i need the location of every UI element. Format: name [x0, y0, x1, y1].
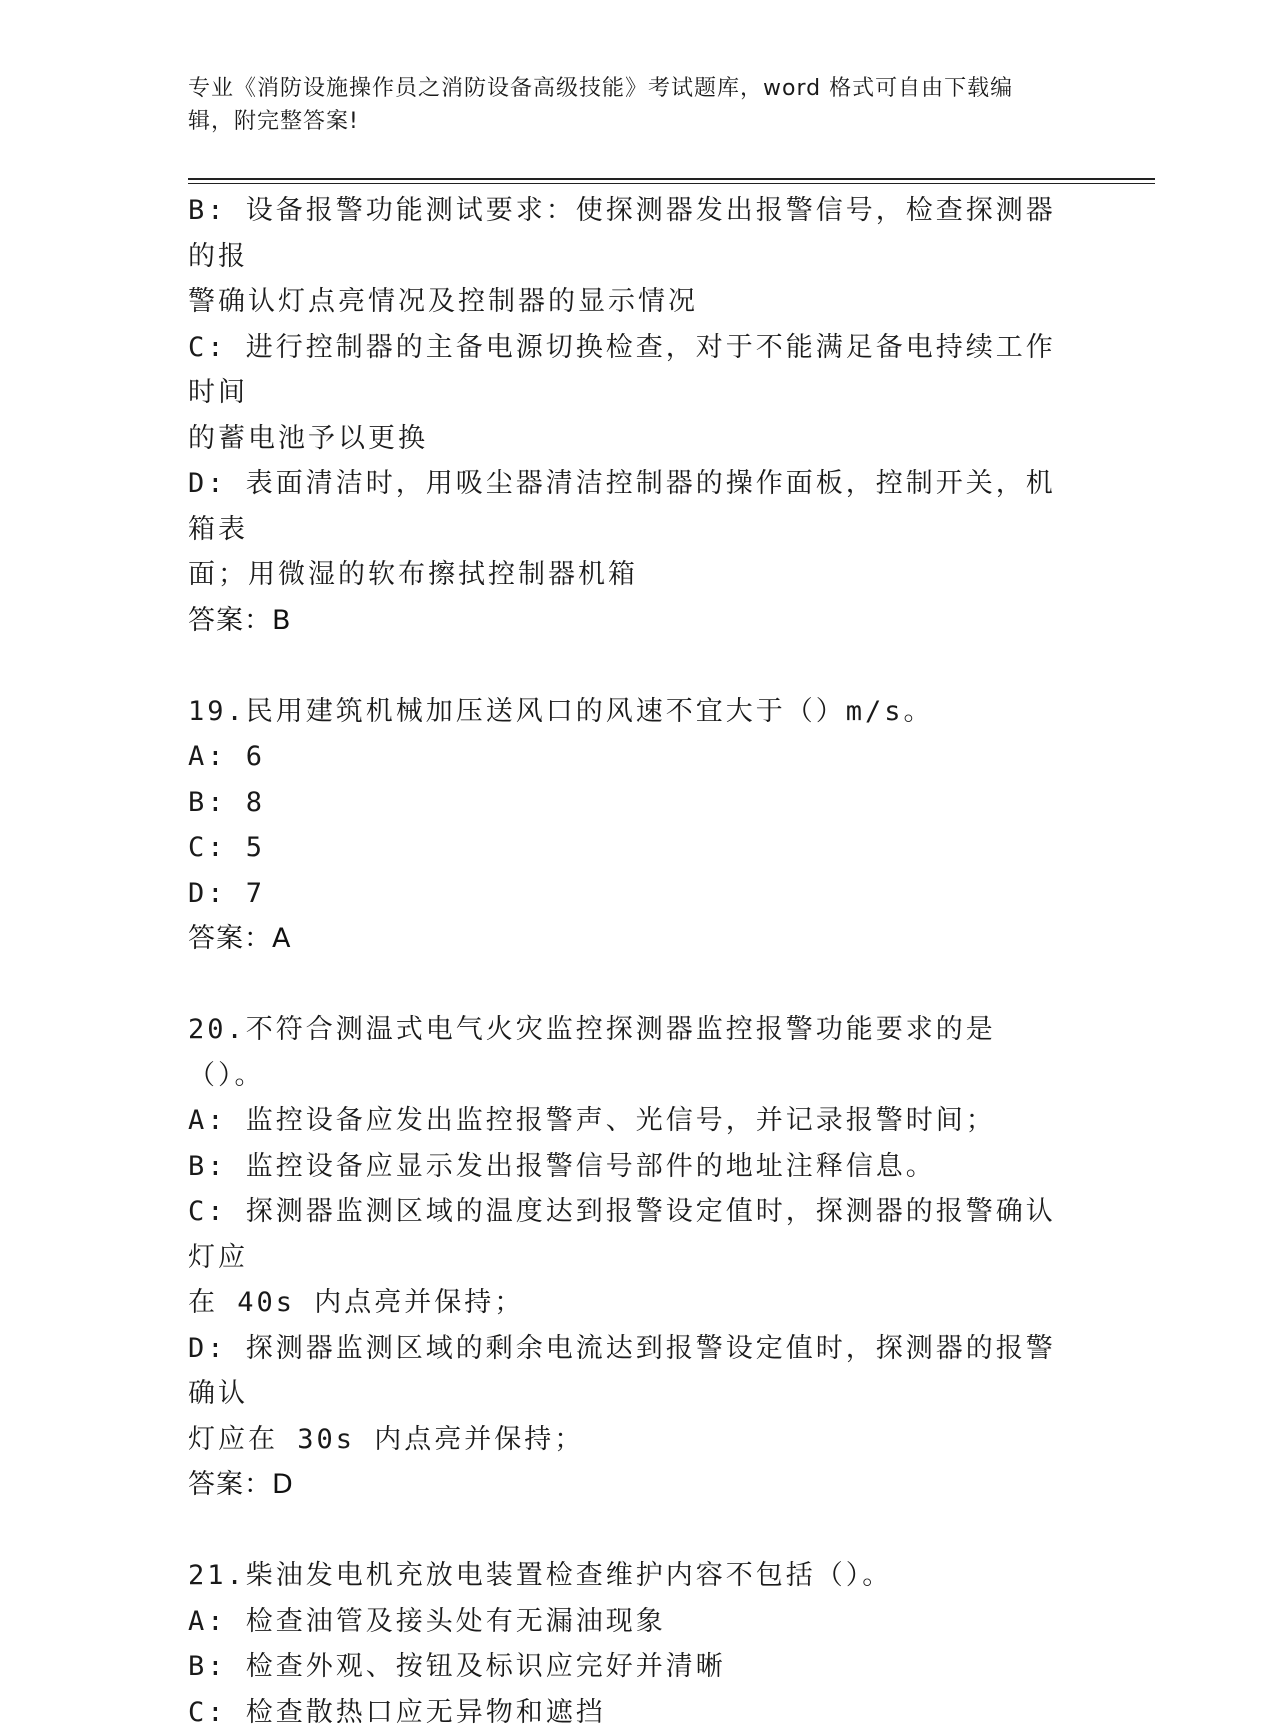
option-c-line-1: C: 进行控制器的主备电源切换检查，对于不能满足备电持续工作时间: [188, 325, 1068, 416]
option-c-line-1: C: 探测器监测区域的温度达到报警设定值时，探测器的报警确认灯应: [188, 1189, 1068, 1280]
option-d-line-1: D: 探测器监测区域的剩余电流达到报警设定值时，探测器的报警确认: [188, 1326, 1068, 1417]
option-d-line-2: 灯应在 30s 内点亮并保持；: [188, 1417, 1068, 1463]
question-19: [188, 689, 1068, 962]
option-a: A: 监控设备应发出监控报警声、光信号，并记录报警时间；: [188, 1098, 1068, 1144]
answer-line: 答案：B: [188, 598, 1068, 644]
spacer: [188, 643, 1068, 689]
option-a: A: 检查油管及接头处有无漏油现象: [188, 1599, 1068, 1645]
option-d: D: 7: [188, 871, 1068, 917]
spacer: [188, 962, 1068, 1008]
option-b: B: 检查外观、按钮及标识应完好并清晰: [188, 1644, 1068, 1690]
header-divider-thick: [188, 178, 1155, 180]
header-line-2: 辑，附完整答案!: [188, 105, 1068, 138]
option-c: C: 5: [188, 825, 1068, 871]
option-b: B: 监控设备应显示发出报警信号部件的地址注释信息。: [188, 1144, 1068, 1190]
answer-line: 答案：A: [188, 916, 1068, 962]
option-c-line-2: 的蓄电池予以更换: [188, 416, 1068, 462]
spacer: [188, 1508, 1068, 1554]
question-text: 21.柴油发电机充放电装置检查维护内容不包括（）。: [188, 1553, 1068, 1599]
option-b-line-2: 警确认灯点亮情况及控制器的显示情况: [188, 279, 1068, 325]
header-divider-thin: [188, 183, 1155, 184]
option-b: B: 8: [188, 780, 1068, 826]
option-b-line-1: B: 设备报警功能测试要求：使探测器发出报警信号，检查探测器的报: [188, 188, 1068, 279]
question-18-tail: [188, 188, 1068, 643]
question-text: 20.不符合测温式电气火灾监控探测器监控报警功能要求的是（）。: [188, 1007, 1068, 1098]
option-c-line-2: 在 40s 内点亮并保持；: [188, 1280, 1068, 1326]
answer-line: 答案：D: [188, 1462, 1068, 1508]
option-d-line-1: D: 表面清洁时，用吸尘器清洁控制器的操作面板，控制开关，机箱表: [188, 461, 1068, 552]
header-line-1: 专业《消防设施操作员之消防设备高级技能》考试题库，word 格式可自由下载编: [188, 72, 1068, 105]
option-c: C: 检查散热口应无异物和遮挡: [188, 1690, 1068, 1735]
option-d-line-2: 面；用微湿的软布擦拭控制器机箱: [188, 552, 1068, 598]
question-21: [188, 1553, 1068, 1735]
question-text: 19.民用建筑机械加压送风口的风速不宜大于（）m/s。: [188, 689, 1068, 735]
document-header: [188, 72, 1068, 138]
question-20: [188, 1007, 1068, 1508]
option-a: A: 6: [188, 734, 1068, 780]
question-list: [188, 188, 1068, 1735]
